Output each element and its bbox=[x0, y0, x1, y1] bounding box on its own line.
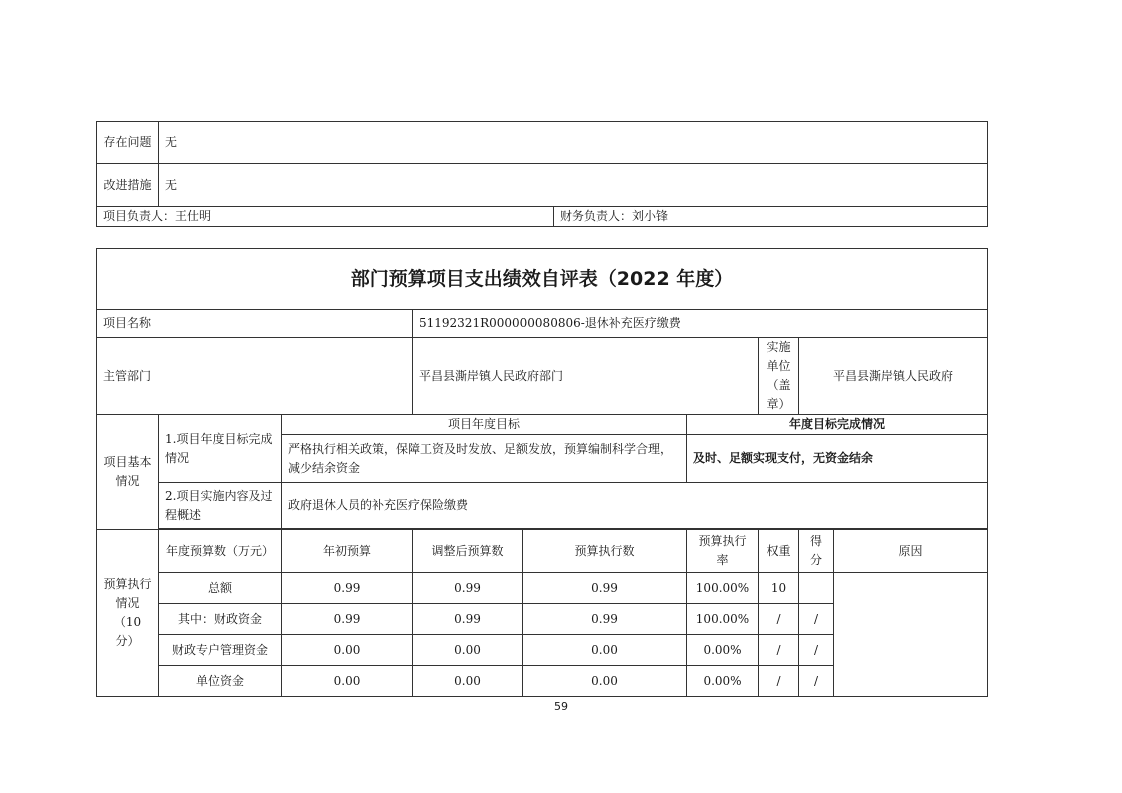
project-leader: 项目负责人：王仕明 bbox=[97, 207, 554, 227]
improve-label: 改进措施 bbox=[97, 164, 159, 207]
evaluation-form bbox=[96, 248, 988, 697]
row-name: 单位资金 bbox=[159, 666, 282, 697]
completion-text: 及时、足额实现支付，无资金结余 bbox=[687, 435, 988, 483]
budget-header-annual: 年度预算数（万元） bbox=[159, 530, 282, 573]
row-initial: 0.00 bbox=[282, 666, 413, 697]
annual-goal-text: 严格执行相关政策，保障工资及时发放、足额发放，预算编制科学合理，减少结余资金 bbox=[282, 435, 687, 483]
budget-header-weight: 权重 bbox=[759, 530, 799, 573]
dept-value: 平昌县澌岸镇人民政府部门 bbox=[413, 338, 759, 415]
row-weight: / bbox=[759, 604, 799, 635]
issues-value: 无 bbox=[159, 122, 988, 164]
content-label: 2.项目实施内容及过程概述 bbox=[159, 483, 282, 529]
form-title: 部门预算项目支出绩效自评表（2022 年度） bbox=[97, 249, 988, 310]
row-score: / bbox=[799, 666, 834, 697]
budget-header-reason: 原因 bbox=[834, 530, 988, 573]
row-rate: 0.00% bbox=[687, 635, 759, 666]
budget-header-adjusted: 调整后预算数 bbox=[413, 530, 523, 573]
budget-header-rate: 预算执行率 bbox=[687, 530, 759, 573]
budget-row bbox=[97, 573, 988, 604]
project-name-label: 项目名称 bbox=[97, 310, 413, 338]
row-weight: 10 bbox=[759, 573, 799, 604]
project-name-value: 51192321R000000080806-退休补充医疗缴费 bbox=[413, 310, 988, 338]
issues-label: 存在问题 bbox=[97, 122, 159, 164]
page-number: 59 bbox=[554, 700, 568, 713]
row-executed: 0.00 bbox=[523, 635, 687, 666]
row-score: / bbox=[799, 604, 834, 635]
row-initial: 0.00 bbox=[282, 635, 413, 666]
row-score: / bbox=[799, 635, 834, 666]
row-name: 财政专户管理资金 bbox=[159, 635, 282, 666]
goal-label: 1.项目年度目标完成情况 bbox=[159, 415, 282, 483]
basic-info-label: 项目基本情况 bbox=[97, 415, 159, 530]
row-weight: / bbox=[759, 635, 799, 666]
budget-header-score: 得分 bbox=[799, 530, 834, 573]
row-score bbox=[799, 573, 834, 604]
row-adjusted: 0.00 bbox=[413, 666, 523, 697]
row-rate: 0.00% bbox=[687, 666, 759, 697]
row-weight: / bbox=[759, 666, 799, 697]
row-adjusted: 0.00 bbox=[413, 635, 523, 666]
impl-unit-value: 平昌县澌岸镇人民政府 bbox=[799, 338, 988, 415]
row-initial: 0.99 bbox=[282, 604, 413, 635]
annual-goal-header: 项目年度目标 bbox=[282, 415, 687, 435]
row-name: 总额 bbox=[159, 573, 282, 604]
row-rate: 100.00% bbox=[687, 573, 759, 604]
row-executed: 0.99 bbox=[523, 573, 687, 604]
reason-cell bbox=[834, 573, 988, 697]
row-rate: 100.00% bbox=[687, 604, 759, 635]
finance-leader: 财务负责人：刘小锋 bbox=[554, 207, 988, 227]
row-name: 其中：财政资金 bbox=[159, 604, 282, 635]
issues-table bbox=[96, 121, 988, 227]
row-executed: 0.99 bbox=[523, 604, 687, 635]
impl-unit-label: 实施单位（盖章） bbox=[759, 338, 799, 415]
budget-label: 预算执行情况（10 分） bbox=[97, 530, 159, 697]
row-executed: 0.00 bbox=[523, 666, 687, 697]
row-adjusted: 0.99 bbox=[413, 573, 523, 604]
row-adjusted: 0.99 bbox=[413, 604, 523, 635]
content-text: 政府退休人员的补充医疗保险缴费 bbox=[282, 483, 988, 529]
row-initial: 0.99 bbox=[282, 573, 413, 604]
budget-header-initial: 年初预算 bbox=[282, 530, 413, 573]
dept-label: 主管部门 bbox=[97, 338, 413, 415]
budget-header-executed: 预算执行数 bbox=[523, 530, 687, 573]
completion-header: 年度目标完成情况 bbox=[687, 415, 988, 435]
improve-value: 无 bbox=[159, 164, 988, 207]
